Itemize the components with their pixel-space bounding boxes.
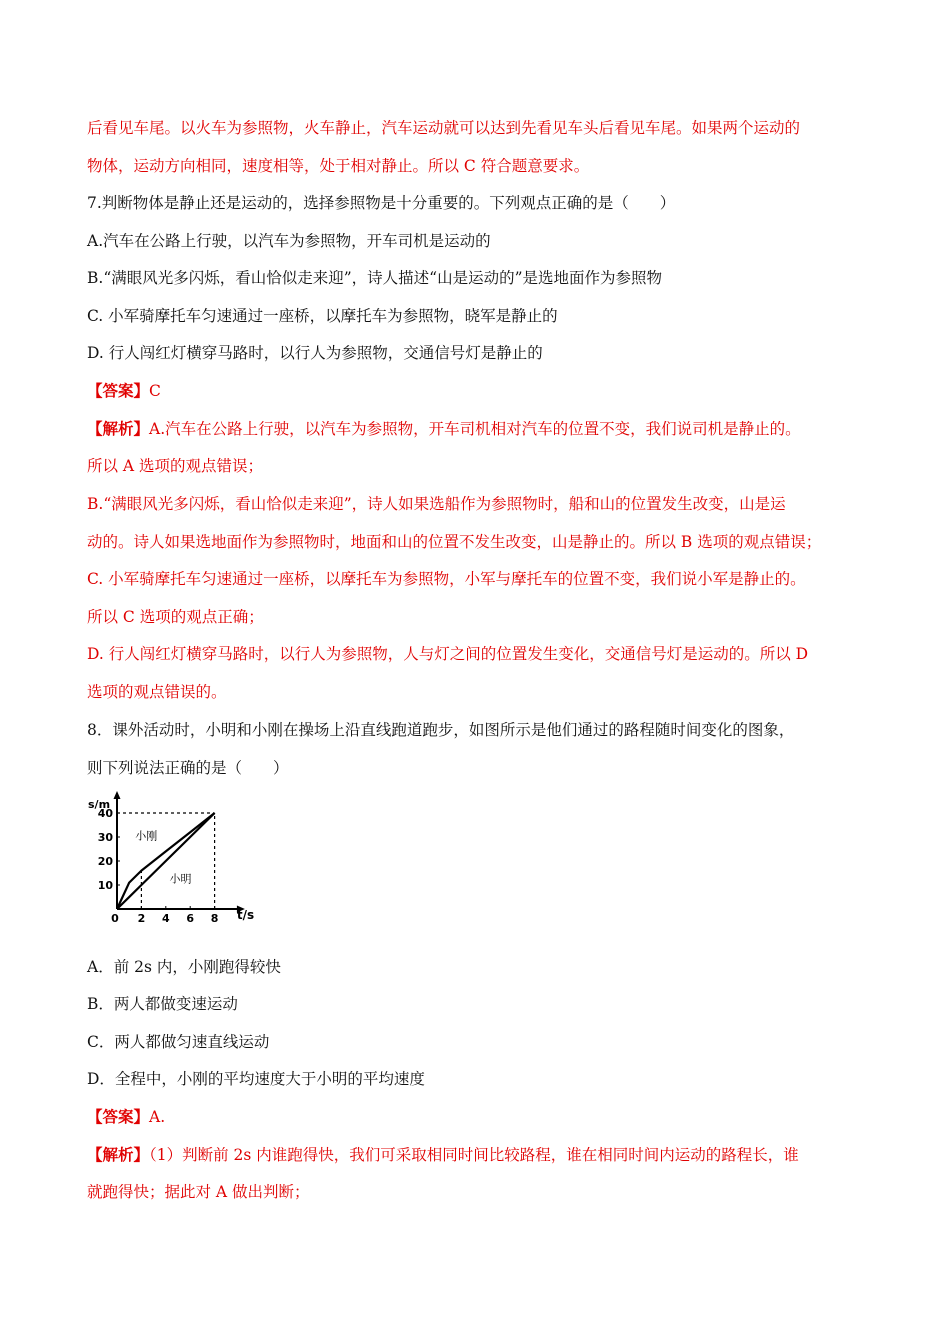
- section-label: 【答案】: [87, 1107, 150, 1126]
- q7-analysis-b: [87, 494, 786, 514]
- q8-option-d: [87, 1069, 425, 1089]
- line-text: 后看见车尾。以火车为参照物，火车静止，汽车运动就可以达到先看见车头后看见车尾。如果两个运动的: [87, 119, 801, 137]
- line-text: 选项的观点错误的。: [87, 683, 227, 701]
- y-tick-label: 30: [97, 831, 113, 844]
- q8-option-c: [87, 1032, 269, 1052]
- line-text: B．两人都做变速运动: [87, 995, 238, 1013]
- x-tick-label: 2: [137, 912, 146, 925]
- x-tick-label: 4: [161, 912, 170, 925]
- line-text: D．全程中，小刚的平均速度大于小明的平均速度: [87, 1070, 425, 1088]
- line-text: 物体，运动方向相同，速度相等，处于相对静止。所以 C 符合题意要求。: [87, 157, 590, 175]
- q7-analysis-a-cont: [87, 456, 263, 476]
- line-text: 所以 A 选项的观点错误；: [87, 457, 264, 475]
- line-text: A．前 2s 内，小刚跑得较快: [87, 958, 281, 976]
- line-text: C．两人都做匀速直线运动: [87, 1033, 270, 1051]
- q8-answer: [87, 1107, 165, 1127]
- line-text: （1）判断前 2s 内谁跑得快，我们可采取相同时间比较路程，谁在相同时间内运动的路程长，谁: [149, 1146, 799, 1164]
- q8-analysis-cont: [87, 1182, 310, 1202]
- x-tick-label: 8: [210, 912, 219, 925]
- line-text: C. 小军骑摩托车匀速通过一座桥，以摩托车为参照物，晓军是静止的: [87, 307, 558, 325]
- line-text: 则下列说法正确的是（ ）: [87, 759, 289, 777]
- line-text: A.: [149, 1108, 166, 1126]
- series-label-xiaogang: 小刚: [135, 829, 158, 843]
- y-tick-label: 10: [97, 879, 113, 892]
- prev-analysis-line-2: [87, 156, 589, 176]
- question-7-stem: [87, 193, 675, 213]
- line-text: 动的。诗人如果选地面作为参照物时，地面和山的位置不发生改变，山是静止的。所以 B 选项的观点错误；: [87, 533, 822, 551]
- question-8-stem-cont: [87, 758, 289, 778]
- section-label: 【解析】: [87, 419, 150, 438]
- y-tick-label: 20: [97, 855, 113, 868]
- y-axis-arrow: [114, 791, 121, 799]
- y-tick-label: 40: [97, 807, 113, 820]
- x-axis-label: t/s: [236, 908, 255, 922]
- distance-time-chart: [86, 788, 256, 928]
- x-tick-label: 6: [186, 912, 195, 925]
- q8-option-a: [87, 957, 281, 977]
- line-text: 所以 C 选项的观点正确；: [87, 608, 264, 626]
- line-text: A.汽车在公路上行驶，以汽车为参照物，开车司机是运动的: [87, 232, 491, 250]
- line-text: A.汽车在公路上行驶，以汽车为参照物，开车司机相对汽车的位置不变，我们说司机是静止的。: [149, 420, 801, 438]
- q8-option-b: [87, 994, 238, 1014]
- q7-analysis-b-cont: [87, 532, 821, 552]
- q8-analysis: [87, 1145, 799, 1165]
- q7-option-a: [87, 231, 491, 251]
- q7-analysis-d: [87, 644, 808, 664]
- section-label: 【答案】: [87, 381, 150, 400]
- section-label: 【解析】: [87, 1145, 150, 1164]
- q7-analysis-c: [87, 569, 806, 589]
- y-axis-label: s/m: [88, 798, 111, 811]
- line-text: C: [149, 382, 161, 400]
- line-text: 就跑得快；据此对 A 做出判断；: [87, 1183, 310, 1201]
- q7-analysis-c-cont: [87, 607, 264, 627]
- q7-answer: [87, 381, 161, 401]
- question-8-stem: [87, 720, 794, 740]
- series-label-xiaoming: 小明: [169, 872, 192, 886]
- q7-analysis-a: [87, 419, 801, 439]
- line-text: D. 行人闯红灯横穿马路时，以行人为参照物，交通信号灯是静止的: [87, 344, 543, 362]
- line-text: C. 小军骑摩托车匀速通过一座桥，以摩托车为参照物，小军与摩托车的位置不变，我们说小军是静止的。: [87, 570, 806, 588]
- q7-option-c: [87, 306, 558, 326]
- x-tick-label: 0: [111, 912, 119, 925]
- line-text: D. 行人闯红灯横穿马路时，以行人为参照物，人与灯之间的位置发生变化，交通信号灯是运动的。所以 D: [87, 645, 809, 663]
- q7-analysis-d-cont: [87, 682, 227, 702]
- line-text: B.“满眼风光多闪烁，看山恰似走来迎”，诗人描述“山是运动的”是选地面作为参照物: [87, 269, 663, 287]
- prev-analysis-line-1: [87, 118, 800, 138]
- q7-option-b: [87, 268, 662, 288]
- line-text: 7.判断物体是静止还是运动的，选择参照物是十分重要的。下列观点正确的是（ ）: [87, 194, 676, 212]
- series-line-xiaoming: [117, 813, 215, 909]
- line-text: 8．课外活动时，小明和小刚在操场上沿直线跑道跑步，如图所示是他们通过的路程随时间变化的图象，: [87, 721, 795, 739]
- line-text: B.“满眼风光多闪烁，看山恰似走来迎”，诗人如果选船作为参照物时，船和山的位置发生改变，山是运: [87, 495, 786, 513]
- q7-option-d: [87, 343, 543, 363]
